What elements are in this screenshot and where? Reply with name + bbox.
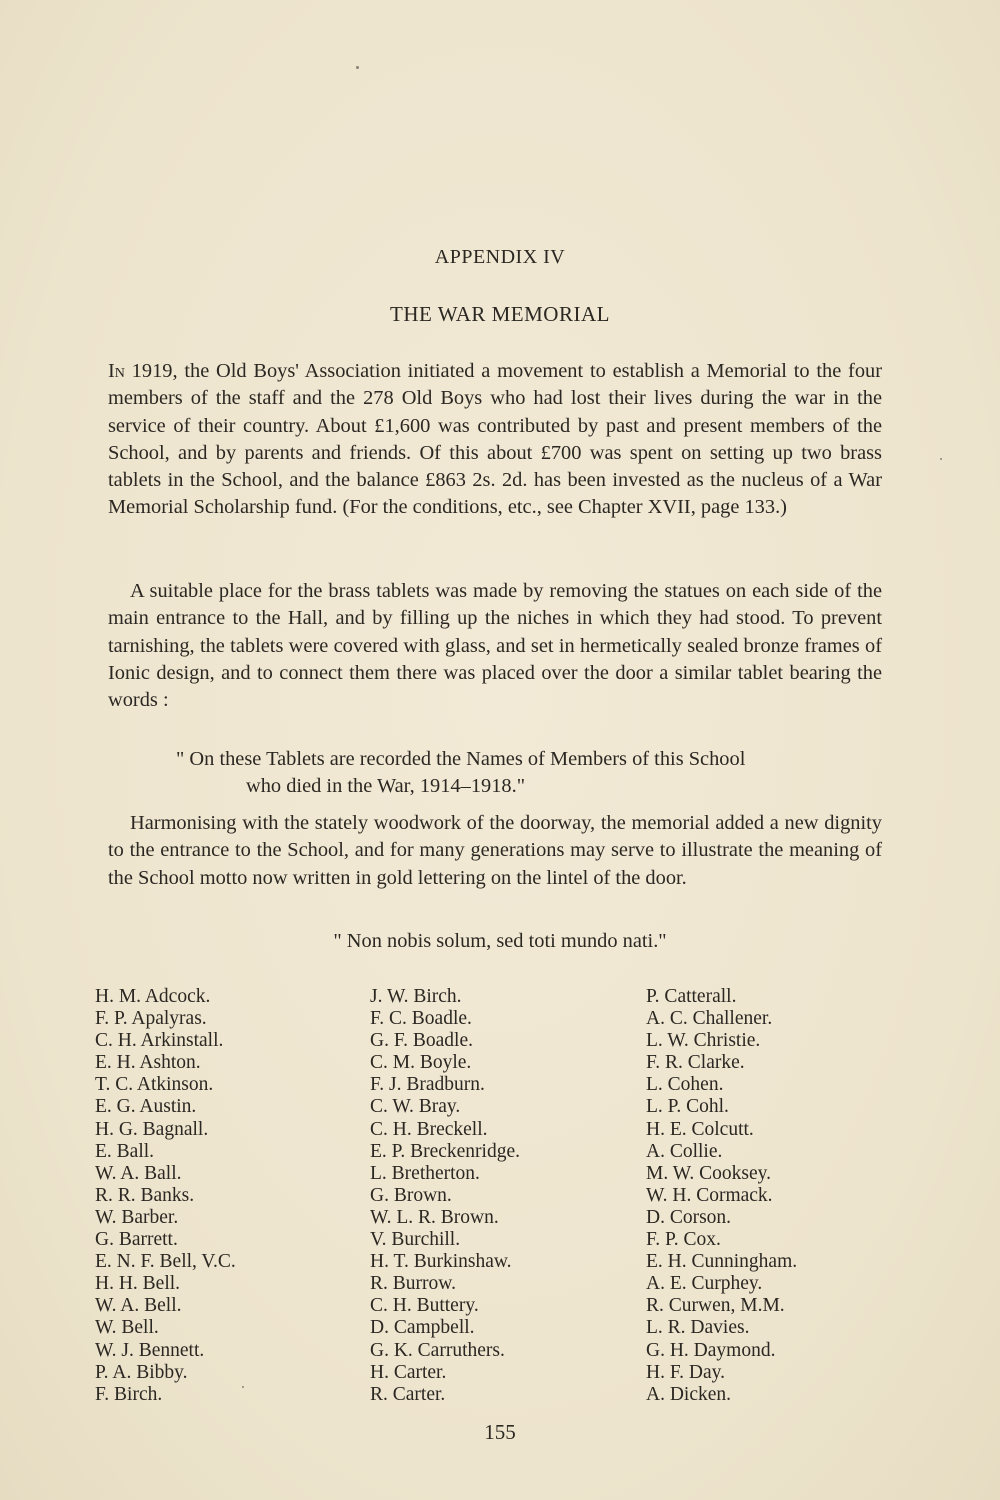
name-entry: E. G. Austin.: [95, 1096, 197, 1118]
name-entry: T. C. Atkinson.: [95, 1074, 214, 1096]
name-entry: G. Brown.: [370, 1184, 452, 1206]
name-entry: H. Carter.: [370, 1361, 447, 1383]
paragraph-intro: [108, 358, 882, 522]
tablet-inscription-quote: [176, 746, 882, 801]
quote-line-1: " On these Tablets are recorded the Names of Members of this School: [176, 748, 746, 770]
name-entry: M. W. Cooksey.: [646, 1162, 771, 1184]
name-entry: R. Carter.: [370, 1383, 446, 1405]
name-entry: G. F. Boadle.: [370, 1030, 473, 1052]
name-entry: A. Dicken.: [646, 1383, 732, 1405]
name-entry: L. Bretherton.: [370, 1162, 480, 1184]
name-entry: D. Campbell.: [370, 1317, 475, 1339]
name-entry: H. T. Burkinshaw.: [370, 1251, 512, 1273]
name-entry: P. A. Bibby.: [95, 1361, 188, 1383]
paper-speck: [242, 1386, 244, 1388]
name-entry: F. Birch.: [95, 1383, 163, 1405]
name-entry: C. H. Arkinstall.: [95, 1030, 224, 1052]
appendix-title: APPENDIX IV: [434, 246, 566, 268]
name-entry: R. Curwen, M.M.: [646, 1295, 785, 1317]
name-entry: G. Barrett.: [95, 1229, 178, 1251]
page-number: 155: [484, 1420, 516, 1444]
name-entry: A. C. Challener.: [646, 1008, 773, 1030]
name-entry: W. J. Bennett.: [95, 1339, 205, 1361]
name-entry: F. P. Apalyras.: [95, 1008, 207, 1030]
name-entry: H. G. Bagnall.: [95, 1118, 209, 1140]
paper-speck: [356, 66, 359, 69]
name-entry: H. M. Adcock.: [95, 986, 211, 1007]
name-entry: R. R. Banks.: [95, 1184, 195, 1206]
name-entry: L. W. Christie.: [646, 1030, 761, 1052]
name-entry: W. L. R. Brown.: [370, 1206, 499, 1228]
name-entry: F. J. Bradburn.: [370, 1074, 485, 1096]
name-entry: P. Catterall.: [646, 986, 737, 1007]
paper-speck: [940, 458, 942, 460]
name-entry: E. H. Ashton.: [95, 1052, 201, 1074]
name-entry: R. Burrow.: [370, 1273, 456, 1295]
name-entry: F. P. Cox.: [646, 1229, 721, 1251]
name-entry: E. H. Cunningham.: [646, 1251, 798, 1273]
name-entry: G. K. Carruthers.: [370, 1339, 505, 1361]
name-entry: H. F. Day.: [646, 1361, 725, 1383]
name-entry: L. P. Cohl.: [646, 1096, 729, 1118]
name-entry: H. E. Colcutt.: [646, 1118, 754, 1140]
name-entry: H. H. Bell.: [95, 1273, 181, 1295]
chapter-title: THE WAR MEMORIAL: [390, 302, 610, 326]
name-entry: E. Ball.: [95, 1140, 155, 1162]
names-column-1: [95, 986, 236, 1406]
name-entry: W. Bell.: [95, 1317, 159, 1339]
name-entry: D. Corson.: [646, 1206, 732, 1228]
school-motto: " Non nobis solum, sed toti mundo nati.": [333, 930, 667, 952]
name-entry: W. Barber.: [95, 1206, 179, 1228]
name-entry: W. A. Ball.: [95, 1162, 182, 1184]
name-entry: F. R. Clarke.: [646, 1052, 745, 1074]
paragraph-intro-text: 1919, the Old Boys' Association initiated a movement to establish a Memorial to the four members of the staff and the 278 Old Boys who had lost their lives during the war in the service of their country. About £1,600 was contributed by past and present members of the School, and by parents and friends. Of this about £700 was spent on setting up two brass tablets in the School, and the balance £863 2s. 2d. has been invested as the nucleus of a War Memorial Scholarship fund. (For the conditions, etc., see Chapter XVII, page 133.): [108, 360, 882, 519]
names-column-3: [646, 986, 797, 1406]
name-entry: A. Collie.: [646, 1140, 723, 1162]
name-entry: G. H. Daymond.: [646, 1339, 776, 1361]
quote-line-2: who died in the War, 1914–1918.": [246, 775, 526, 798]
name-entry: V. Burchill.: [370, 1229, 461, 1251]
name-entry: W. A. Bell.: [95, 1295, 182, 1317]
paragraph-tablets: A suitable place for the brass tablets was made by removing the statues on each side of the main entrance to the Hall, and by filling up the niches in which they had stood. To prevent tarnishing, the tablets were covered with glass, and set in hermetically sealed bronze frames of Ionic design, and to connect them there was placed over the door a similar tablet bearing the words :: [108, 580, 882, 712]
name-entry: L. Cohen.: [646, 1074, 724, 1096]
names-column-2: [370, 986, 520, 1406]
name-entry: L. R. Davies.: [646, 1317, 750, 1339]
name-entry: F. C. Boadle.: [370, 1008, 472, 1030]
name-entry: C. H. Buttery.: [370, 1295, 479, 1317]
name-entry: J. W. Birch.: [370, 986, 462, 1007]
name-entry: W. H. Cormack.: [646, 1184, 773, 1206]
name-entry: C. H. Breckell.: [370, 1118, 488, 1140]
name-entry: E. P. Breckenridge.: [370, 1140, 521, 1162]
paragraph-lead-word: In: [108, 360, 125, 382]
name-entry: C. M. Boyle.: [370, 1052, 472, 1074]
paragraph-motto-context: Harmonising with the stately woodwork of the doorway, the memorial added a new dignity to the entrance to the School, and for many generations may serve to illustrate the meaning of the School motto now written in gold lettering on the lintel of the door.: [108, 812, 882, 889]
name-entry: A. E. Curphey.: [646, 1273, 763, 1295]
name-entry: E. N. F. Bell, V.C.: [95, 1251, 236, 1273]
name-entry: C. W. Bray.: [370, 1096, 461, 1118]
